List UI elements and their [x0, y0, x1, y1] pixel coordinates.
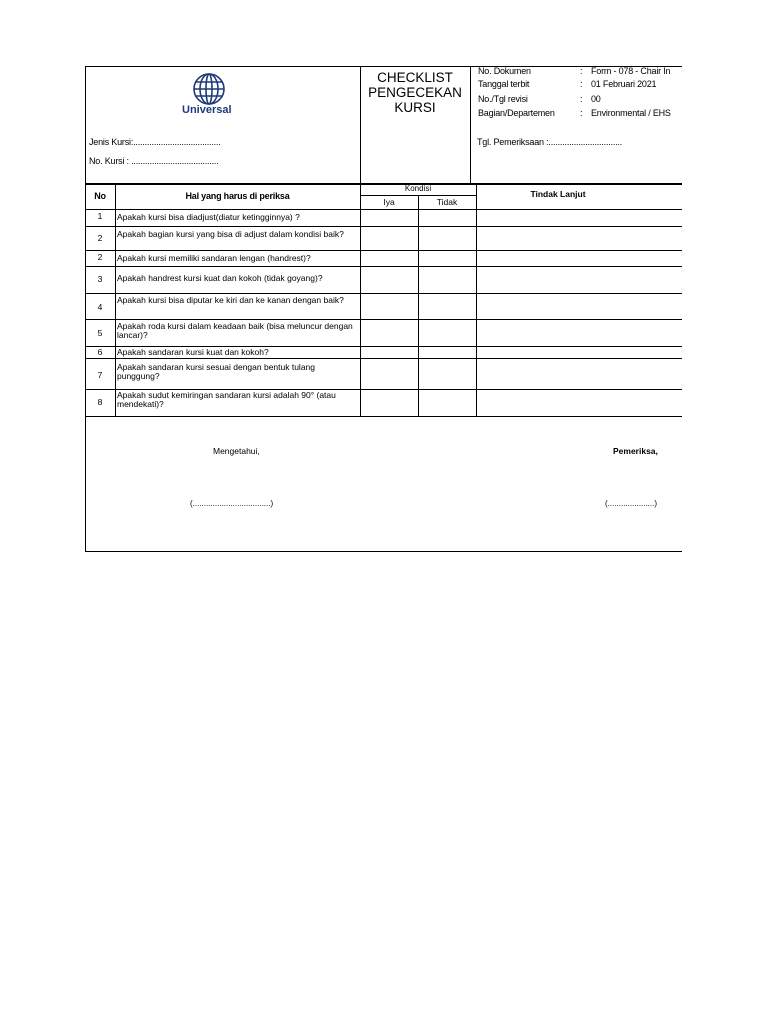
row-line-2 [85, 250, 682, 251]
col-header-kondisi: Kondisi [404, 184, 432, 193]
col-line-iya [418, 195, 419, 416]
row-no: 2 [97, 233, 103, 243]
meta-value-2: 00 [591, 94, 601, 104]
col-header-tindak: Tindak Lanjut [530, 189, 586, 199]
meta-value-0: Form - 078 - Chair In [591, 66, 671, 76]
row-no: 1 [97, 211, 103, 221]
row-question: Apakah handrest kursi kuat dan kokoh (tidak goyang)? [117, 273, 323, 283]
meta-colon-3: : [580, 108, 583, 118]
col-header-item: Hal yang harus di periksa [185, 191, 290, 201]
signature-blank-left: (...................................) [190, 499, 274, 508]
row-line-9 [85, 416, 682, 417]
title-line-3: KURSI [394, 100, 436, 115]
row-question: Apakah kursi bisa diadjust(diatur ketingginnya) ? [117, 212, 300, 222]
row-no: 5 [97, 328, 103, 338]
meta-colon-0: : [580, 66, 583, 76]
pemeriksa-label: Pemeriksa, [613, 446, 658, 456]
row-question: Apakah sudut kemiringan sandaran kursi adalah 90° (atau mendekati)? [117, 390, 336, 409]
row-line-7 [85, 358, 682, 359]
row-no: 7 [97, 370, 103, 380]
col-header-no: No [94, 191, 106, 201]
meta-label-2: No./Tgl revisi [478, 94, 528, 104]
no-kursi-field: No. Kursi : ...................................... [89, 156, 219, 166]
col-line-item [360, 183, 361, 416]
row-question: Apakah roda kursi dalam keadaan baik (bisa meluncur dengan lancar)? [117, 321, 353, 340]
row-no: 2 [97, 252, 103, 262]
row-line-4 [85, 293, 682, 294]
document-title [360, 70, 470, 115]
meta-value-1: 01 Februari 2021 [591, 79, 657, 89]
row-question: Apakah kursi memiliki sandaran lengan (handrest)? [117, 253, 311, 263]
col-line-tidak [476, 183, 477, 416]
document-page [85, 60, 682, 560]
row-question: Apakah sandaran kursi sesuai dengan bentuk tulang punggung? [117, 362, 316, 381]
bottom-border [85, 551, 682, 552]
tgl-pemeriksaan-field: Tgl. Pemeriksaan :................................ [477, 137, 623, 147]
row-line-5 [85, 319, 682, 320]
meta-colon-2: : [580, 94, 583, 104]
row-no: 4 [97, 302, 103, 312]
title-line-1: CHECKLIST [377, 70, 453, 85]
mengetahui-label: Mengetahui, [213, 446, 260, 456]
title-line-2: PENGECEKAN [368, 85, 462, 100]
row-question: Apakah bagian kursi yang bisa di adjust dalam kondisi baik? [117, 229, 344, 239]
row-question: Apakah kursi bisa diputar ke kiri dan ke kanan dengan baik? [117, 295, 344, 305]
logo [179, 72, 239, 120]
row-no: 3 [97, 274, 103, 284]
row-no: 6 [97, 347, 103, 357]
header-vline-2 [470, 66, 471, 184]
row-question: Apakah sandaran kursi kuat dan kokoh? [117, 347, 269, 357]
meta-value-3: Environmental / EHS [591, 108, 671, 118]
table-header-bottom [85, 209, 682, 210]
signature-blank-right: (.....................) [605, 499, 658, 508]
col-header-iya: Iya [383, 197, 395, 207]
meta-label-1: Tanggal terbit [478, 79, 530, 89]
logo-text: Universal [182, 104, 232, 116]
meta-colon-1: : [580, 79, 583, 89]
col-line-no [115, 183, 116, 416]
row-line-1 [85, 226, 682, 227]
meta-label-0: No. Dokumen [478, 66, 531, 76]
jenis-kursi-field: Jenis Kursi:...................................... [89, 137, 221, 147]
col-header-tidak: Tidak [436, 197, 458, 207]
row-no: 8 [97, 397, 103, 407]
meta-label-3: Bagian/Departemen [478, 108, 555, 118]
row-line-3 [85, 266, 682, 267]
